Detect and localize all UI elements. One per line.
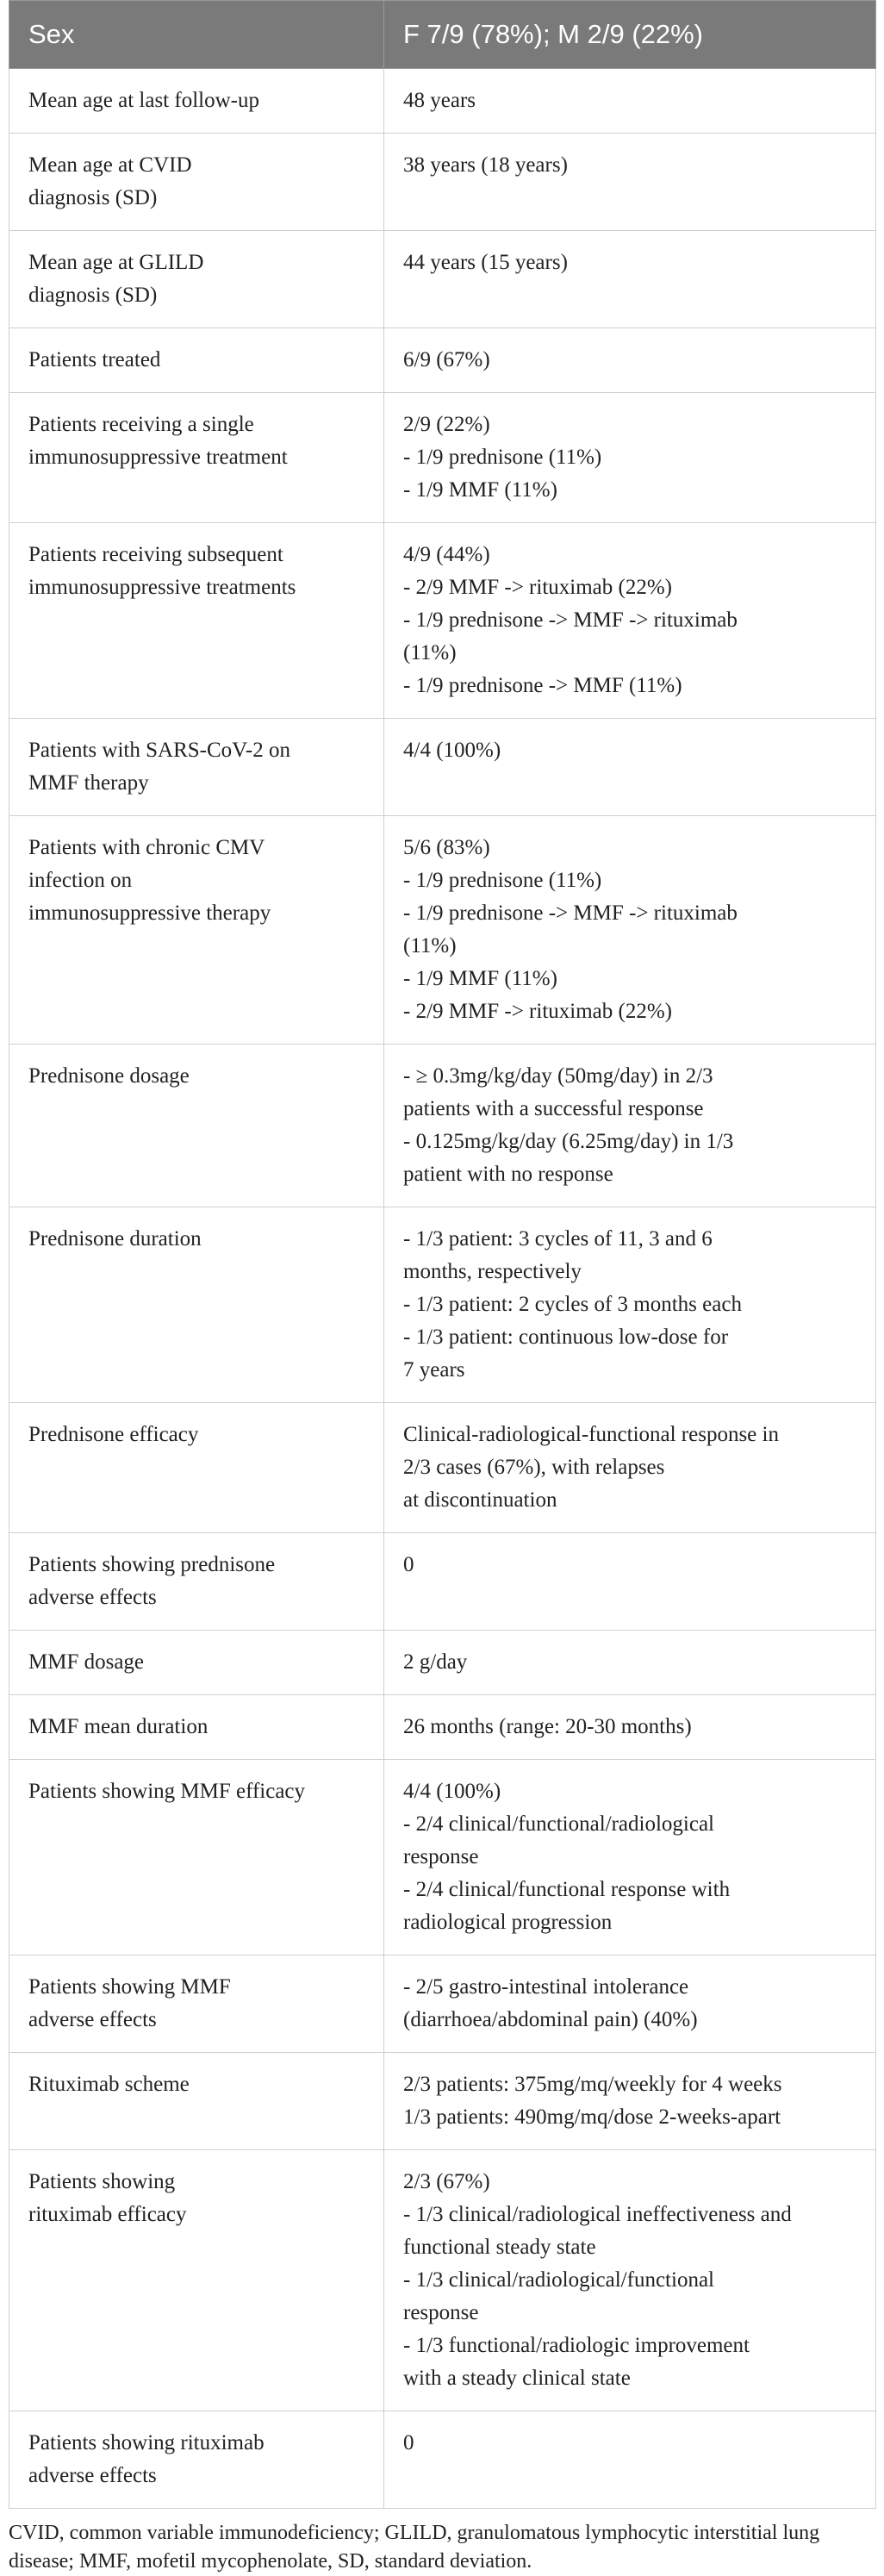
row-label: Patients receiving a single immunosuppressive treatment <box>9 393 384 523</box>
table-row <box>9 1955 876 2053</box>
patient-characteristics-table <box>9 0 876 2509</box>
table-row <box>9 1631 876 1695</box>
table-row <box>9 719 876 816</box>
row-label: Mean age at last follow-up <box>9 69 384 134</box>
header-sex-label: Sex <box>9 1 384 69</box>
table-row <box>9 69 876 134</box>
row-value: 2/3 patients: 375mg/mq/weekly for 4 weeks 1/3 patients: 490mg/mq/dose 2-weeks-apart <box>384 2053 876 2150</box>
row-label: Prednisone duration <box>9 1207 384 1403</box>
row-label: Patients with SARS-CoV-2 on MMF therapy <box>9 719 384 816</box>
row-label: Rituximab scheme <box>9 2053 384 2150</box>
header-sex-value: F 7/9 (78%); M 2/9 (22%) <box>384 1 876 69</box>
row-label: Patients showing prednisone adverse effects <box>9 1533 384 1631</box>
table-row <box>9 2053 876 2150</box>
row-label: Patients showing MMF efficacy <box>9 1760 384 1955</box>
table-row <box>9 1533 876 1631</box>
row-label: Patients receiving subsequent immunosuppressive treatments <box>9 523 384 719</box>
row-value: - 1/3 patient: 3 cycles of 11, 3 and 6 months, respectively - 1/3 patient: 2 cycles of 3 months each - 1/3 patient: continuous low-dose for 7 years <box>384 1207 876 1403</box>
row-value: 6/9 (67%) <box>384 328 876 393</box>
row-value: 4/4 (100%) - 2/4 clinical/functional/radiological response - 2/4 clinical/functional response with radiological progression <box>384 1760 876 1955</box>
table-row <box>9 328 876 393</box>
row-value: 2/9 (22%) - 1/9 prednisone (11%) - 1/9 MMF (11%) <box>384 393 876 523</box>
row-label: MMF dosage <box>9 1631 384 1695</box>
row-label: Mean age at CVID diagnosis (SD) <box>9 134 384 231</box>
table-row <box>9 134 876 231</box>
table-row <box>9 2150 876 2411</box>
row-value: - 2/5 gastro-intestinal intolerance (diarrhoea/abdominal pain) (40%) <box>384 1955 876 2053</box>
table-row <box>9 523 876 719</box>
row-label: Patients with chronic CMV infection on immunosuppressive therapy <box>9 816 384 1045</box>
table-row <box>9 1760 876 1955</box>
row-label: Prednisone dosage <box>9 1045 384 1207</box>
row-value: 4/9 (44%) - 2/9 MMF -> rituximab (22%) - 1/9 prednisone -> MMF -> rituximab (11%) - 1/9 prednisone -> MMF (11%) <box>384 523 876 719</box>
row-value: 0 <box>384 2411 876 2509</box>
row-value: 48 years <box>384 69 876 134</box>
row-value: 2 g/day <box>384 1631 876 1695</box>
table-row <box>9 1207 876 1403</box>
row-label: MMF mean duration <box>9 1695 384 1760</box>
row-label: Patients showing rituximab adverse effects <box>9 2411 384 2509</box>
row-label: Patients showing rituximab efficacy <box>9 2150 384 2411</box>
row-value: 26 months (range: 20-30 months) <box>384 1695 876 1760</box>
row-label: Patients showing MMF adverse effects <box>9 1955 384 2053</box>
row-value: 5/6 (83%) - 1/9 prednisone (11%) - 1/9 prednisone -> MMF -> rituximab (11%) - 1/9 MMF (11%) - 2/9 MMF -> rituximab (22%) <box>384 816 876 1045</box>
row-value: - ≥ 0.3mg/kg/day (50mg/day) in 2/3 patients with a successful response - 0.125mg/kg/day (6.25mg/day) in 1/3 patient with no response <box>384 1045 876 1207</box>
table-row <box>9 231 876 328</box>
row-value: 2/3 (67%) - 1/3 clinical/radiological ineffectiveness and functional steady state - 1/3 clinical/radiological/functional response - 1/3 functional/radiologic improvement with a steady clinical state <box>384 2150 876 2411</box>
table-footnote: CVID, common variable immunodeficiency; GLILD, granulomatous lymphocytic interstitial lung disease; MMF, mofetil mycophenolate, SD, standard deviation. <box>9 2522 820 2573</box>
table-row <box>9 816 876 1045</box>
table-row <box>9 2411 876 2509</box>
row-value: 44 years (15 years) <box>384 231 876 328</box>
table-row <box>9 1695 876 1760</box>
table-row <box>9 1045 876 1207</box>
table-header <box>9 1 876 69</box>
table-body <box>9 69 876 2509</box>
row-label: Prednisone efficacy <box>9 1403 384 1533</box>
table-row <box>9 1403 876 1533</box>
row-label: Patients treated <box>9 328 384 393</box>
table-row <box>9 393 876 523</box>
header-row <box>9 1 876 69</box>
row-value: Clinical-radiological-functional response in 2/3 cases (67%), with relapses at discontinuation <box>384 1403 876 1533</box>
row-label: Mean age at GLILD diagnosis (SD) <box>9 231 384 328</box>
row-value: 38 years (18 years) <box>384 134 876 231</box>
row-value: 4/4 (100%) <box>384 719 876 816</box>
row-value: 0 <box>384 1533 876 1631</box>
